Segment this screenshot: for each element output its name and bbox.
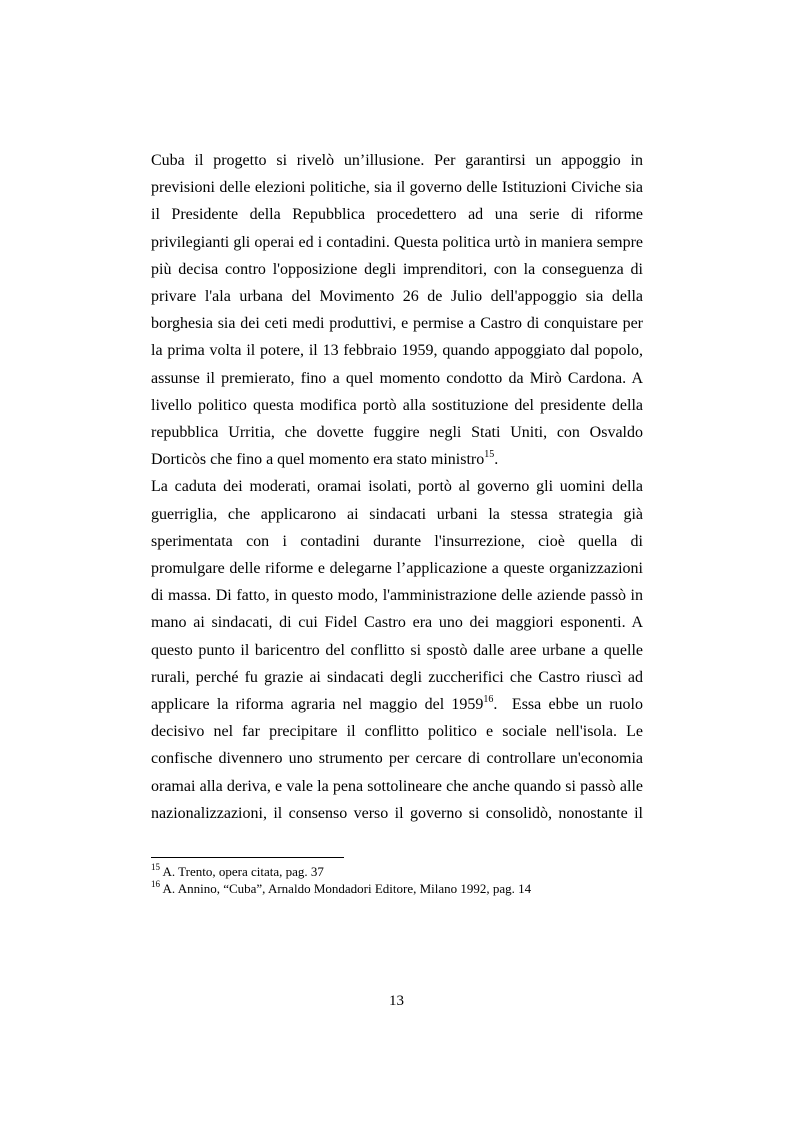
text-line bbox=[151, 691, 643, 718]
text-line-tail: . Essa ebbe un ruolo bbox=[493, 696, 643, 714]
paragraph-1 bbox=[151, 147, 643, 473]
text-line: il Presidente della Repubblica procedettero ad una serie di riforme bbox=[151, 206, 643, 224]
footnote-ref-16[interactable]: 16 bbox=[483, 693, 494, 705]
text-line: repubblica Urritia, che dovette fuggire negli Stati Uniti, con Osvaldo bbox=[151, 424, 643, 442]
text-line: nazionalizzazioni, il consenso verso il governo si consolidò, nonostante il bbox=[151, 804, 643, 822]
footnote-text: A. Annino, “Cuba”, Arnaldo Mondadori Editore, Milano 1992, pag. 14 bbox=[160, 881, 532, 896]
footnote-divider bbox=[151, 857, 344, 858]
text-line: sperimentata con i contadini durante l'insurrezione, cioè quella di bbox=[151, 532, 643, 550]
text-line-tail: . bbox=[494, 451, 499, 469]
text-line: privare l'ala urbana del Movimento 26 de Julio dell'appoggio sia della bbox=[151, 288, 643, 306]
text-line: questo punto il baricentro del conflitto si spostò dalle aree urbane a quelle bbox=[151, 641, 643, 659]
text-line: oramai alla deriva, e vale la pena sottolineare che anche quando si passò alle bbox=[151, 777, 643, 795]
text-line: confische divennero uno strumento per cercare di controllare un'economia bbox=[151, 750, 643, 768]
page-number: 13 bbox=[389, 993, 404, 1009]
footnote-number: 15 bbox=[151, 861, 160, 872]
footnote-ref-15[interactable]: 15 bbox=[484, 448, 495, 460]
text-line: di massa. Di fatto, in questo modo, l'amministrazione delle aziende passò in bbox=[151, 587, 643, 605]
footnote-16 bbox=[151, 880, 531, 897]
footnote-15 bbox=[151, 863, 531, 880]
footnote-number: 16 bbox=[151, 878, 160, 889]
text-line: La caduta dei moderati, oramai isolati, portò al governo gli uomini della bbox=[151, 478, 643, 496]
text-line-content: Dorticòs che fino a quel momento era stato ministro bbox=[151, 451, 485, 469]
text-line: borghesia sia dei ceti medi produttivi, e permise a Castro di conquistare per bbox=[151, 315, 643, 333]
footnotes bbox=[151, 863, 531, 897]
text-line: guerriglia, che applicarono ai sindacati urbani la stessa strategia già bbox=[151, 505, 643, 523]
text-line-content: applicare la riforma agraria nel maggio del 1959 bbox=[151, 696, 484, 714]
footnote-text: A. Trento, opera citata, pag. 37 bbox=[160, 864, 324, 879]
text-line: rurali, perché fu grazie ai sindacati degli zuccherifici che Castro riuscì ad bbox=[151, 668, 643, 686]
text-line bbox=[151, 446, 643, 473]
paragraph-2 bbox=[151, 473, 643, 827]
text-line: previsioni delle elezioni politiche, sia il governo delle Istituzioni Civiche sia bbox=[151, 179, 643, 197]
text-line: privilegianti gli operai ed i contadini. Questa politica urtò in maniera sempre bbox=[151, 233, 643, 251]
text-line: decisivo nel far precipitare il conflitto politico e sociale nell'isola. Le bbox=[151, 723, 643, 741]
text-line: la prima volta il potere, il 13 febbraio 1959, quando appoggiato dal popolo, bbox=[151, 342, 643, 360]
text-line: livello politico questa modifica portò alla sostituzione del presidente della bbox=[151, 396, 643, 414]
text-line: Cuba il progetto si rivelò un’illusione. Per garantirsi un appoggio in bbox=[151, 152, 643, 169]
text-line: mano ai sindacati, di cui Fidel Castro era uno dei maggiori esponenti. A bbox=[151, 614, 643, 632]
text-line: promulgare delle riforme e delegarne l’applicazione a queste organizzazioni bbox=[151, 560, 643, 578]
text-line: più decisa contro l'opposizione degli imprenditori, con la conseguenza di bbox=[151, 260, 643, 278]
text-line: assunse il premierato, fino a quel momento condotto da Mirò Cardona. A bbox=[151, 369, 643, 387]
body-text bbox=[151, 147, 643, 827]
